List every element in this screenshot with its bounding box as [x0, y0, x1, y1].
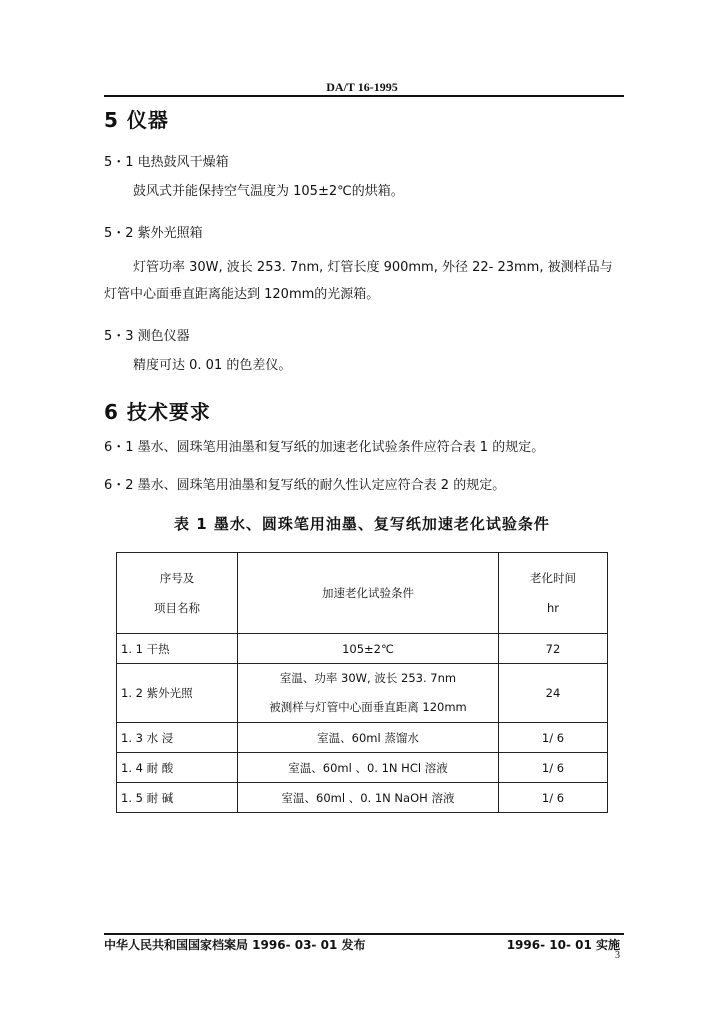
- header-time-cell: [499, 553, 608, 634]
- row-time: 1/ 6: [499, 753, 608, 783]
- row-condition-line2: 被测样与灯管中心面垂直距离 120mm: [269, 700, 467, 714]
- row-time: 72: [499, 634, 608, 664]
- row-condition: 105±2℃: [238, 634, 499, 664]
- header-condition-cell: 加速老化试验条件: [238, 553, 499, 634]
- section-5-3-title: 5・3 测色仪器: [104, 329, 190, 344]
- footer-effective-date: 1996- 10- 01 实施: [506, 938, 620, 952]
- footer-publisher: 中华人民共和国国家档案局 1996- 03- 01 发布: [104, 938, 366, 952]
- section-5-2-text-line2: 灯管中心面垂直距离能达到 120mm的光源箱。: [104, 287, 380, 302]
- table-row: [117, 634, 608, 664]
- table-header-row: [117, 553, 608, 634]
- header-item-line2: 项目名称: [154, 601, 200, 615]
- row-time: 24: [499, 664, 608, 723]
- section-6-heading: 6 技术要求: [104, 400, 211, 424]
- row-condition: 室温、60ml 、0. 1N NaOH 溶液: [238, 783, 499, 813]
- row-item: 1. 2 紫外光照: [117, 664, 238, 723]
- row-item: 1. 3 水 浸: [117, 723, 238, 753]
- row-time: 1/ 6: [499, 723, 608, 753]
- table-row: [117, 664, 608, 723]
- section-5-2-title: 5・2 紫外光照箱: [104, 226, 203, 241]
- header-time-line2: hr: [546, 601, 560, 615]
- header-rule: [104, 95, 624, 97]
- standard-code: DA/T 16-1995: [326, 80, 398, 94]
- section-6-1-text: 6・1 墨水、圆珠笔用油墨和复写纸的加速老化试验条件应符合表 1 的规定。: [104, 440, 545, 455]
- section-5-1-text: 鼓风式并能保持空气温度为 105±2℃的烘箱。: [133, 184, 404, 199]
- row-condition-line1: 室温、功率 30W, 波长 253. 7nm: [279, 671, 457, 685]
- page-number: 3: [615, 950, 620, 961]
- row-item: 1. 1 干热: [117, 634, 238, 664]
- header-item-line1: 序号及: [159, 571, 195, 585]
- row-item: 1. 4 耐 酸: [117, 753, 238, 783]
- row-time: 1/ 6: [499, 783, 608, 813]
- header-item-cell: [117, 553, 238, 634]
- section-6-2-text: 6・2 墨水、圆珠笔用油墨和复写纸的耐久性认定应符合表 2 的规定。: [104, 478, 506, 493]
- table-row: [117, 753, 608, 783]
- section-5-2-text-line1: 灯管功率 30W, 波长 253. 7nm, 灯管长度 900mm, 外径 22- 23mm, 被测样品与: [133, 260, 613, 275]
- section-5-1-title: 5・1 电热鼓风干燥箱: [104, 155, 229, 170]
- table-1-title: 表 1 墨水、圆珠笔用油墨、复写纸加速老化试验条件: [174, 515, 550, 533]
- row-condition: 室温、60ml 、0. 1N HCl 溶液: [238, 753, 499, 783]
- row-condition: 室温、60ml 蒸馏水: [238, 723, 499, 753]
- section-5-3-text: 精度可达 0. 01 的色差仪。: [133, 358, 292, 373]
- row-condition: [238, 664, 499, 723]
- row-item: 1. 5 耐 碱: [117, 783, 238, 813]
- table-1: [116, 552, 608, 813]
- header-time-line1: 老化时间: [530, 571, 576, 585]
- table-row: [117, 723, 608, 753]
- section-5-heading: 5 仪器: [104, 108, 169, 132]
- footer-rule: [104, 933, 624, 935]
- table-row: [117, 783, 608, 813]
